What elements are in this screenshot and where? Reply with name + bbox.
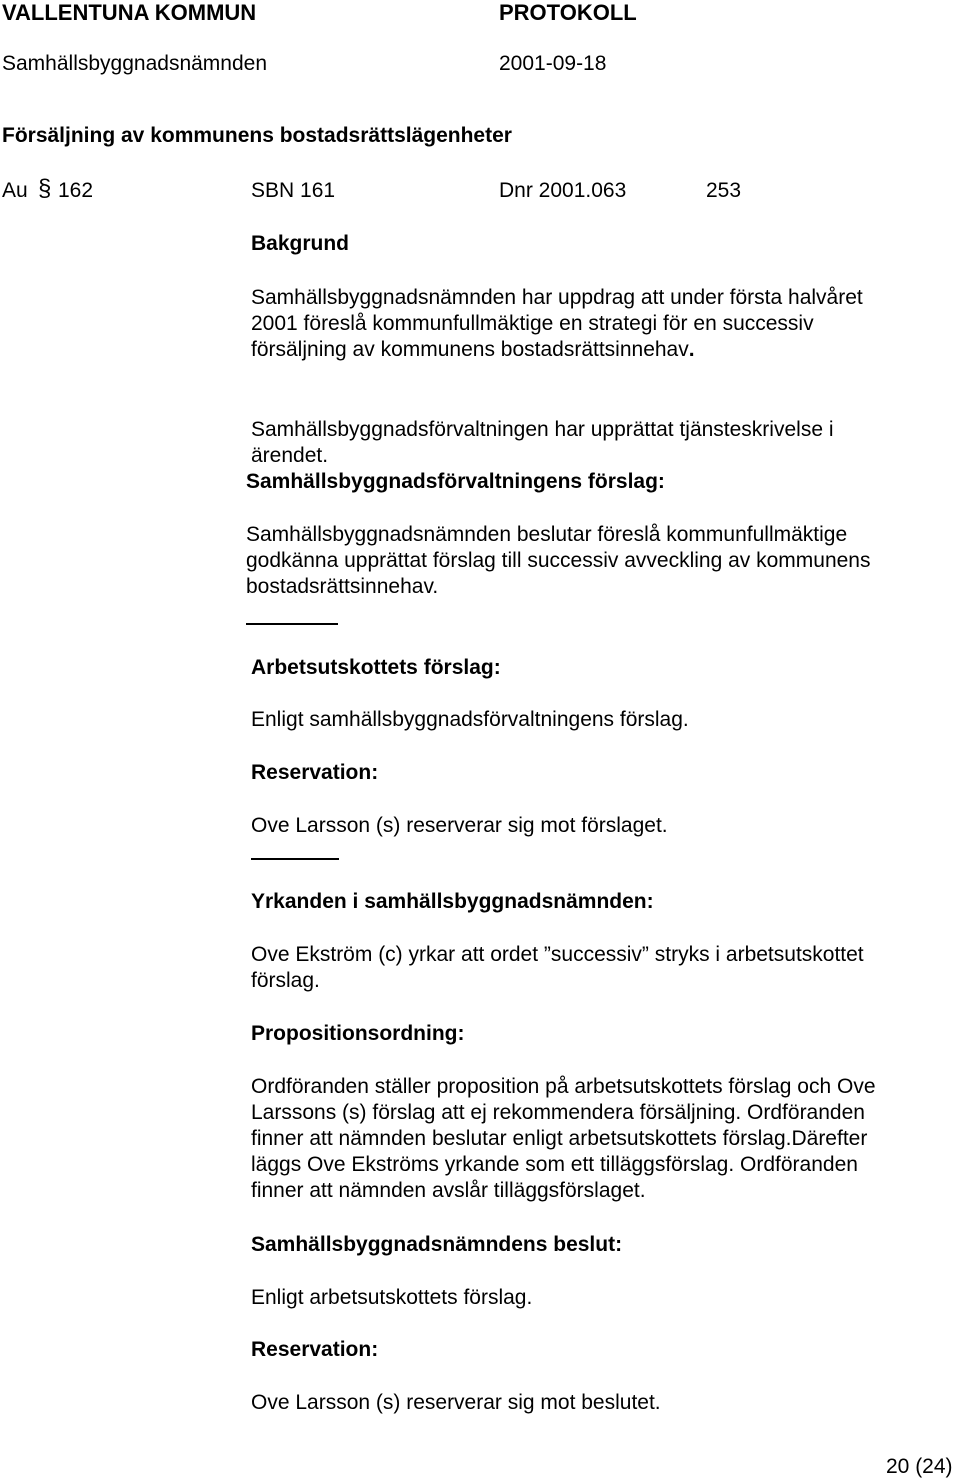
beslut-heading: Samhällsbyggnadsnämndens beslut: [251,1233,623,1256]
text-line: Ordföranden ställer proposition på arbetsutskottets förslag och Ove [251,1075,876,1098]
text-line: Ove Ekström (c) yrkar att ordet ”successiv” stryks i arbetsutskottet [251,943,864,966]
text-line: Samhällsbyggnadsnämnden har uppdrag att under första halvåret [251,286,863,309]
text-line: godkänna upprättat förslag till successiv avveckling av kommunens [246,549,871,572]
separator-rule [251,858,339,860]
reservation-text: Ove Larsson (s) reserverar sig mot beslutet. [251,1391,661,1414]
yrkanden-paragraph [251,942,864,994]
text-line: Samhällsbyggnadsförvaltningen har upprättat tjänsteskrivelse i [251,418,834,441]
dnr-reference: Dnr 2001.063 [499,179,627,202]
committee-name: Samhällsbyggnadsnämnden [2,52,268,75]
municipality-name: VALLENTUNA KOMMUN [2,0,257,25]
beslut-text: Enligt arbetsutskottets förslag. [251,1286,533,1309]
reservation-text: Ove Larsson (s) reserverar sig mot förslaget. [251,814,668,837]
bakgrund-heading: Bakgrund [251,232,350,255]
propositionsordning-paragraph [251,1074,876,1204]
text-line: läggs Ove Ekströms yrkande som ett tilläggsförslag. Ordföranden [251,1153,858,1176]
sbn-reference: SBN 161 [251,179,336,202]
text-line: Samhällsbyggnadsnämnden beslutar föreslå kommunfullmäktige [246,523,848,546]
au-number: 162 [58,179,94,202]
document-type: PROTOKOLL [499,0,637,25]
arbetsutskott-text: Enligt samhällsbyggnadsförvaltningens förslag. [251,708,689,731]
bakgrund-paragraph-2 [251,417,834,469]
separator-rule [246,623,338,625]
page-number: 20 (24) [886,1455,953,1478]
text-line: finner att nämnden avslår tilläggsförslaget. [251,1179,646,1202]
text-line: 2001 föreslå kommunfullmäktige en strategi för en successiv [251,312,814,335]
forvaltning-heading: Samhällsbyggnadsförvaltningens förslag: [246,470,665,493]
forvaltning-paragraph [246,522,870,600]
reservation-heading: Reservation: [251,761,379,784]
page-title: Försäljning av kommunens bostadsrättslägenheter [2,124,512,147]
text-line: bostadsrättsinnehav. [246,575,439,598]
reservation-heading: Reservation: [251,1338,379,1361]
text-line: förslag. [251,969,320,992]
arbetsutskott-heading: Arbetsutskottets förslag: [251,656,501,679]
text-line: försäljning av kommunens bostadsrättsinnehav. [251,338,695,361]
bakgrund-paragraph-1 [251,285,863,363]
text-line: ärendet. [251,444,329,467]
case-number: 253 [706,179,742,202]
text-line: Larssons (s) förslag att ej rekommendera försäljning. Ordföranden [251,1101,865,1124]
text-line: finner att nämnden beslutar enligt arbetsutskottets förslag.Därefter [251,1127,868,1150]
meeting-date: 2001-09-18 [499,52,607,75]
propositionsordning-heading: Propositionsordning: [251,1022,465,1045]
yrkanden-heading: Yrkanden i samhällsbyggnadsnämnden: [251,890,654,913]
section-sign: § [38,175,52,202]
au-label: Au [2,179,28,202]
